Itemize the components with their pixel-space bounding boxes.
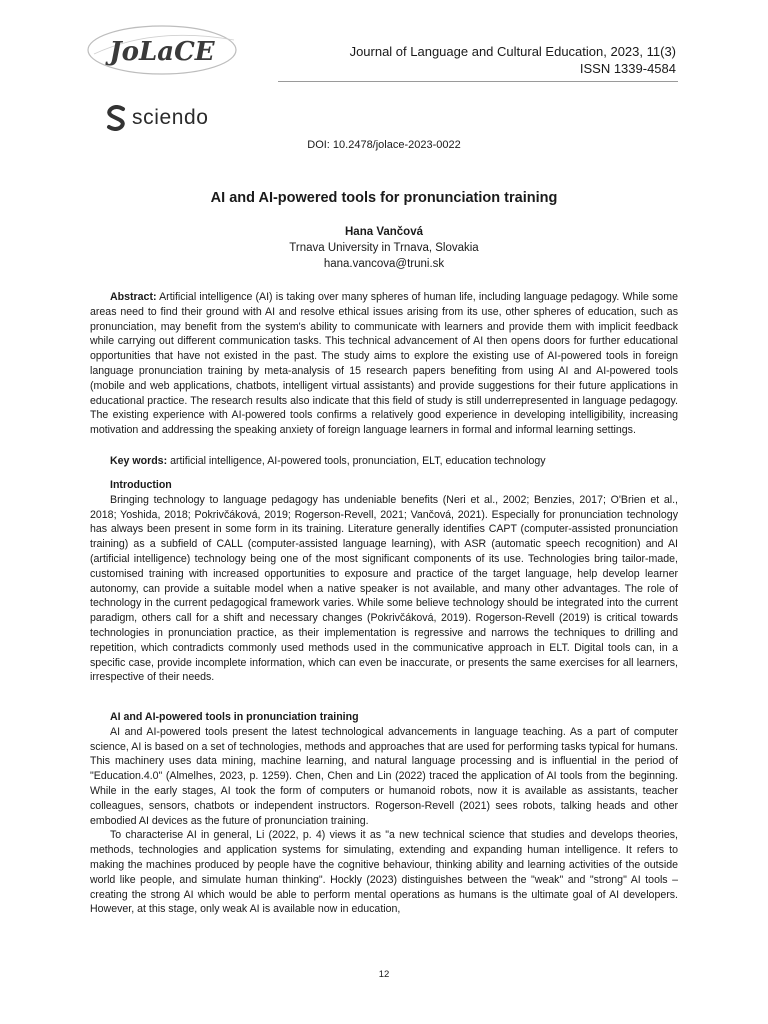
ai-tools-paragraph-1: AI and AI-powered tools present the latest technological advancements in language teaching. As a part of computer science, AI is based on a set of technologies, methods and approaches that are used for performing tasks typical for humans. This machinery uses data mining, machine learning, and natural language processing and is influential in the period of "Education.4.0" (Almelhes, 2023, p. 1259). Chen, Chen and Lin (2022) traced the application of AI tools from the beginning. While in the early stages, AI took the form of computers or humanoid robots, now it is available as assistants, teacher colleagues, sensors, chatbots or independent instructors. Rogerson-Revell (2021) sees robots, talking heads and other embodied AI devices as the future of pronunciation training. [90, 725, 678, 827]
journal-issn: ISSN 1339-4584 [579, 61, 676, 76]
journal-citation: Journal of Language and Cultural Education, 2023, 11(3) [349, 44, 676, 59]
introduction-paragraph: Bringing technology to language pedagogy has undeniable benefits (Neri et al., 2002; Benzies, 2017; O'Brien et al., 2018; Yoshida, 2018; Pokrivčáková, 2019; Rogerson-Revell, 2021; Vančová, 2021). Especially for pronunciation technology has always been present in some form in its training. Literature generally identifies CAPT (computer-assisted pronunciation training) as a subfield of CALL (computer-assisted language learning), with ASR (automatic speech recognition) and AI (artificial intelligence) technology being one of the most significant components of its use. Technologies bring tailor-made, customised training with increased opportunities to exposure and practice of the target language, help develop learner autonomy, can provide a suitable model when a native speaker is not available, and many other advantages. The role of technology in the current pedagogical framework varies. While some believe technology should be integrated into the current paradigm, others call for a shift and necessary changes (Pokrivčáková, 2019). Rogerson-Revell (2019) is critical towards technologies in pronunciation practice, as their implementation is regressive and narrows the techniques to drilling and repetition, which contradicts commonly used methods used in the communicative approach in ELT. Digital tools can, in a specific case, provide incomplete information, which can even be inaccurate, or presents the same exercises for all learners, irrespective of their needs. [90, 493, 678, 684]
author-block [0, 224, 768, 272]
keywords-label: Key words: [110, 455, 168, 467]
doi: DOI: 10.2478/jolace-2023-0022 [307, 139, 461, 151]
journal-header [350, 43, 676, 77]
article-title: AI and AI-powered tools for pronunciation training [210, 190, 558, 206]
introduction-heading: Introduction [110, 479, 172, 491]
ai-tools-section [90, 710, 678, 917]
sciendo-wordmark: sciendo [132, 106, 209, 129]
keywords-text: artificial intelligence, AI-powered tools, pronunciation, ELT, education technology [170, 455, 546, 467]
author-name: Hana Vančová [345, 226, 423, 238]
author-affiliation: Trnava University in Trnava, Slovakia [289, 242, 479, 254]
jolace-logo [84, 18, 240, 78]
introduction-section [90, 478, 678, 685]
abstract-text: Artificial intelligence (AI) is taking over many spheres of human life, including language pedagogy. While some areas need to find their ground with AI and resolve ethical issues arising from its use, other spheres of education, such as pronunciation, may benefit from the system's ability to communicate with learners and provide them with implicit feedback while carrying out different communication tasks. This technical advancement of AI then opens doors for further educational opportunities that have not existed in the past. The study aims to explore the existing use of AI-powered tools in foreign language pronunciation training by meta-analysis of 15 research papers benefiting from using AI and AI-powered tools (mobile and web applications, chatbots, intelligent virtual assistants) and provide suggestions for their future applications in educational practice. The research results also indicate that this field of study is still underrepresented in language pedagogy. The existing experience with AI-powered tools confirms a relatively good experience in developing intelligibility, increasing motivation and addressing the speaking anxiety of foreign language learners in formal and informal learning settings. [90, 291, 678, 437]
header-divider [278, 81, 678, 82]
ai-tools-heading: AI and AI-powered tools in pronunciation training [110, 711, 359, 723]
jolace-logo-text: JoLaCE [109, 37, 215, 67]
sciendo-logo [106, 104, 209, 132]
author-email: hana.vancova@truni.sk [323, 258, 445, 270]
keywords [90, 454, 678, 469]
abstract [90, 290, 678, 438]
sciendo-mark-icon [106, 105, 126, 131]
page-number: 12 [378, 969, 390, 980]
ai-tools-paragraph-2: To characterise AI in general, Li (2022, p. 4) views it as "a new technical science that studies and develops theories, methods, technologies and application systems for simulating, extending and expanding human intelligence. It refers to making the machines produced by people have the cognitive behaviour, thinking ability and learning activities of the outside world like people, and simulate human thinking". Hockly (2023) distinguishes between the "weak" and "strong" AI tools – creating the strong AI which would be able to perform mental operations as humans is the ultimate goal of AI developers. However, at this stage, only weak AI is available now in education, [90, 829, 678, 916]
abstract-label: Abstract: [110, 291, 157, 303]
